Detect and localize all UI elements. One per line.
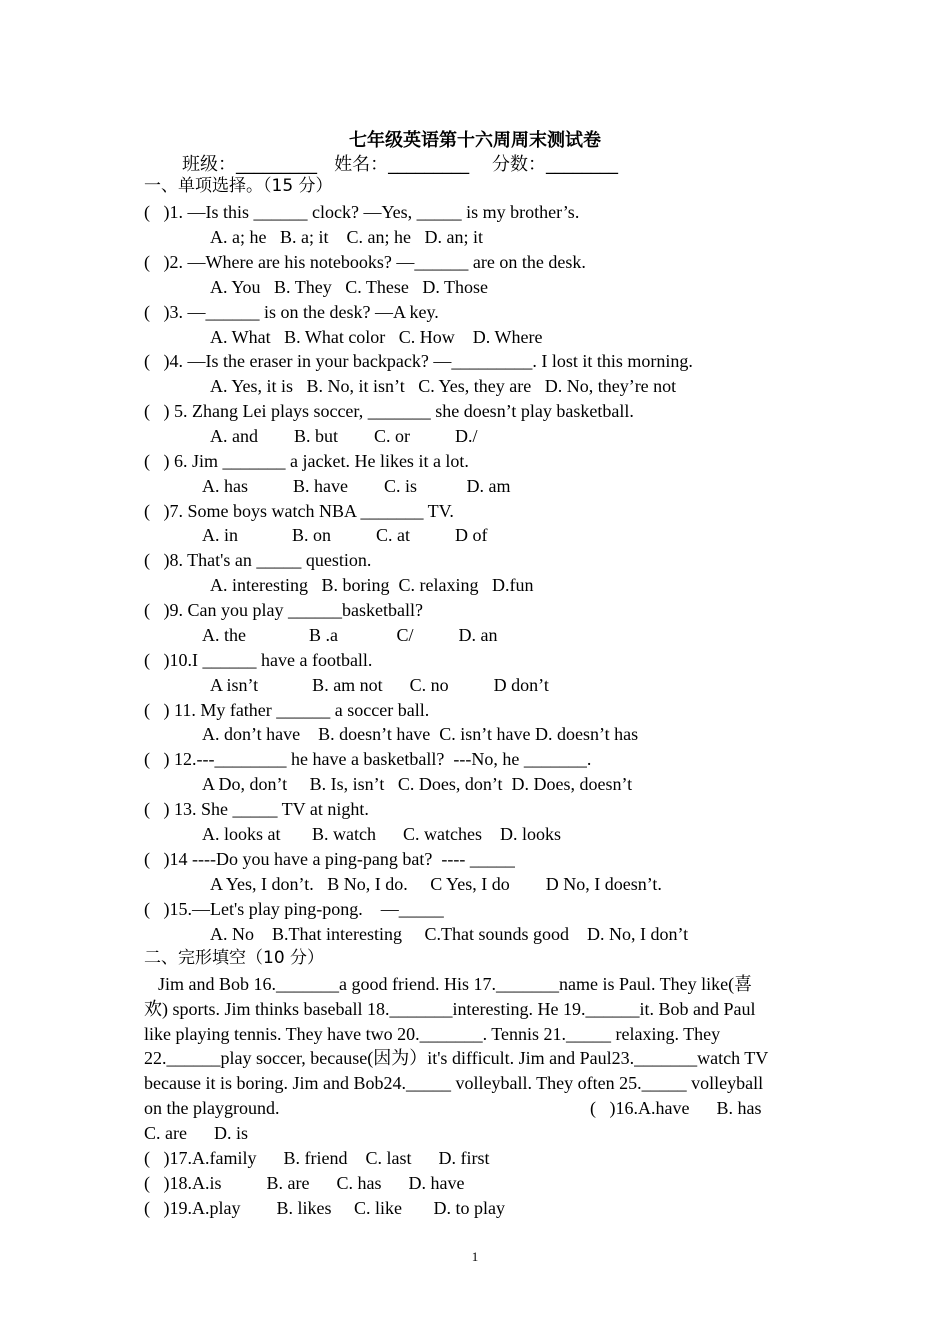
question-14: ( )14 ----Do you have a ping-pang bat? ---- _____ [144, 849, 515, 869]
options-11: A. don’t have B. doesn’t have C. isn’t have D. doesn’t has [202, 724, 639, 744]
cloze-question-16-rest: C. are D. is [144, 1123, 248, 1143]
options-9: A. the B .a C/ D. an [202, 625, 498, 645]
passage-line-4: 22.______play soccer, because(因为）it's difficult. Jim and Paul23._______watch TV [144, 1048, 769, 1068]
student-info-line: 班级：_________ 姓名：_________ 分数：________ [182, 154, 619, 175]
options-15: A. No B.That interesting C.That sounds good D. No, I don’t [210, 924, 689, 944]
passage-line-1: Jim and Bob 16._______a good friend. His 17._______name is Paul. They like(喜 [158, 974, 753, 994]
question-6: ( ) 6. Jim _______ a jacket. He likes it a lot. [144, 451, 469, 471]
cloze-question-16: ( )16.A.have B. has [590, 1098, 762, 1118]
options-3: A. What B. What color C. How D. Where [210, 327, 543, 347]
passage-line-3: like playing tennis. They have two 20._______. Tennis 21._____ relaxing. They [144, 1024, 721, 1044]
options-13: A. looks at B. watch C. watches D. looks [202, 824, 561, 844]
options-10: A isn’t B. am not C. no D don’t [210, 675, 549, 695]
cloze-question-17: ( )17.A.family B. friend C. last D. first [144, 1148, 490, 1168]
options-14: A Yes, I don’t. B No, I do. C Yes, I do D No, I doesn’t. [210, 874, 662, 894]
options-2: A. You B. They C. These D. Those [210, 277, 489, 297]
question-12: ( ) 12.---________ he have a basketball? ---No, he _______. [144, 749, 592, 769]
passage-line-5: because it is boring. Jim and Bob24._____ volleyball. They often 25._____ volleyball [144, 1073, 764, 1093]
options-12: A Do, don’t B. Is, isn’t C. Does, don’t D. Does, doesn’t [202, 774, 633, 794]
options-1: A. a; he B. a; it C. an; he D. an; it [210, 227, 483, 247]
options-5: A. and B. but C. or D./ [210, 426, 478, 446]
question-7: ( )7. Some boys watch NBA _______ TV. [144, 501, 454, 521]
question-4: ( )4. —Is the eraser in your backpack? —_________. I lost it this morning. [144, 351, 693, 371]
section-heading-2: 二、完形填空（10 分） [144, 948, 325, 968]
question-11: ( ) 11. My father ______ a soccer ball. [144, 700, 430, 720]
question-3: ( )3. —______ is on the desk? —A key. [144, 302, 439, 322]
page-title: 七年级英语第十六周周末测试卷 [349, 130, 601, 151]
section-heading-1: 一、单项选择。（15 分） [144, 176, 333, 196]
question-5: ( ) 5. Zhang Lei plays soccer, _______ she doesn’t play basketball. [144, 401, 634, 421]
options-7: A. in B. on C. at D of [202, 525, 488, 545]
options-8: A. interesting B. boring C. relaxing D.fun [210, 575, 534, 595]
question-8: ( )8. That's an _____ question. [144, 550, 372, 570]
question-1: ( )1. —Is this ______ clock? —Yes, _____ is my brother’s. [144, 202, 580, 222]
question-9: ( )9. Can you play ______basketball? [144, 600, 423, 620]
passage-line-6: on the playground. [144, 1098, 280, 1118]
passage-line-2: 欢) sports. Jim thinks baseball 18._______interesting. He 19.______it. Bob and Paul [144, 999, 756, 1019]
question-2: ( )2. —Where are his notebooks? —______ are on the desk. [144, 252, 586, 272]
options-6: A. has B. have C. is D. am [202, 476, 511, 496]
page-number: 1 [471, 1249, 479, 1264]
question-10: ( )10.I ______ have a football. [144, 650, 373, 670]
cloze-question-19: ( )19.A.play B. likes C. like D. to play [144, 1198, 505, 1218]
question-13: ( ) 13. She _____ TV at night. [144, 799, 369, 819]
options-4: A. Yes, it is B. No, it isn’t C. Yes, they are D. No, they’re not [210, 376, 677, 396]
cloze-question-18: ( )18.A.is B. are C. has D. have [144, 1173, 465, 1193]
question-15: ( )15.—Let's play ping-pong. —_____ [144, 899, 444, 919]
